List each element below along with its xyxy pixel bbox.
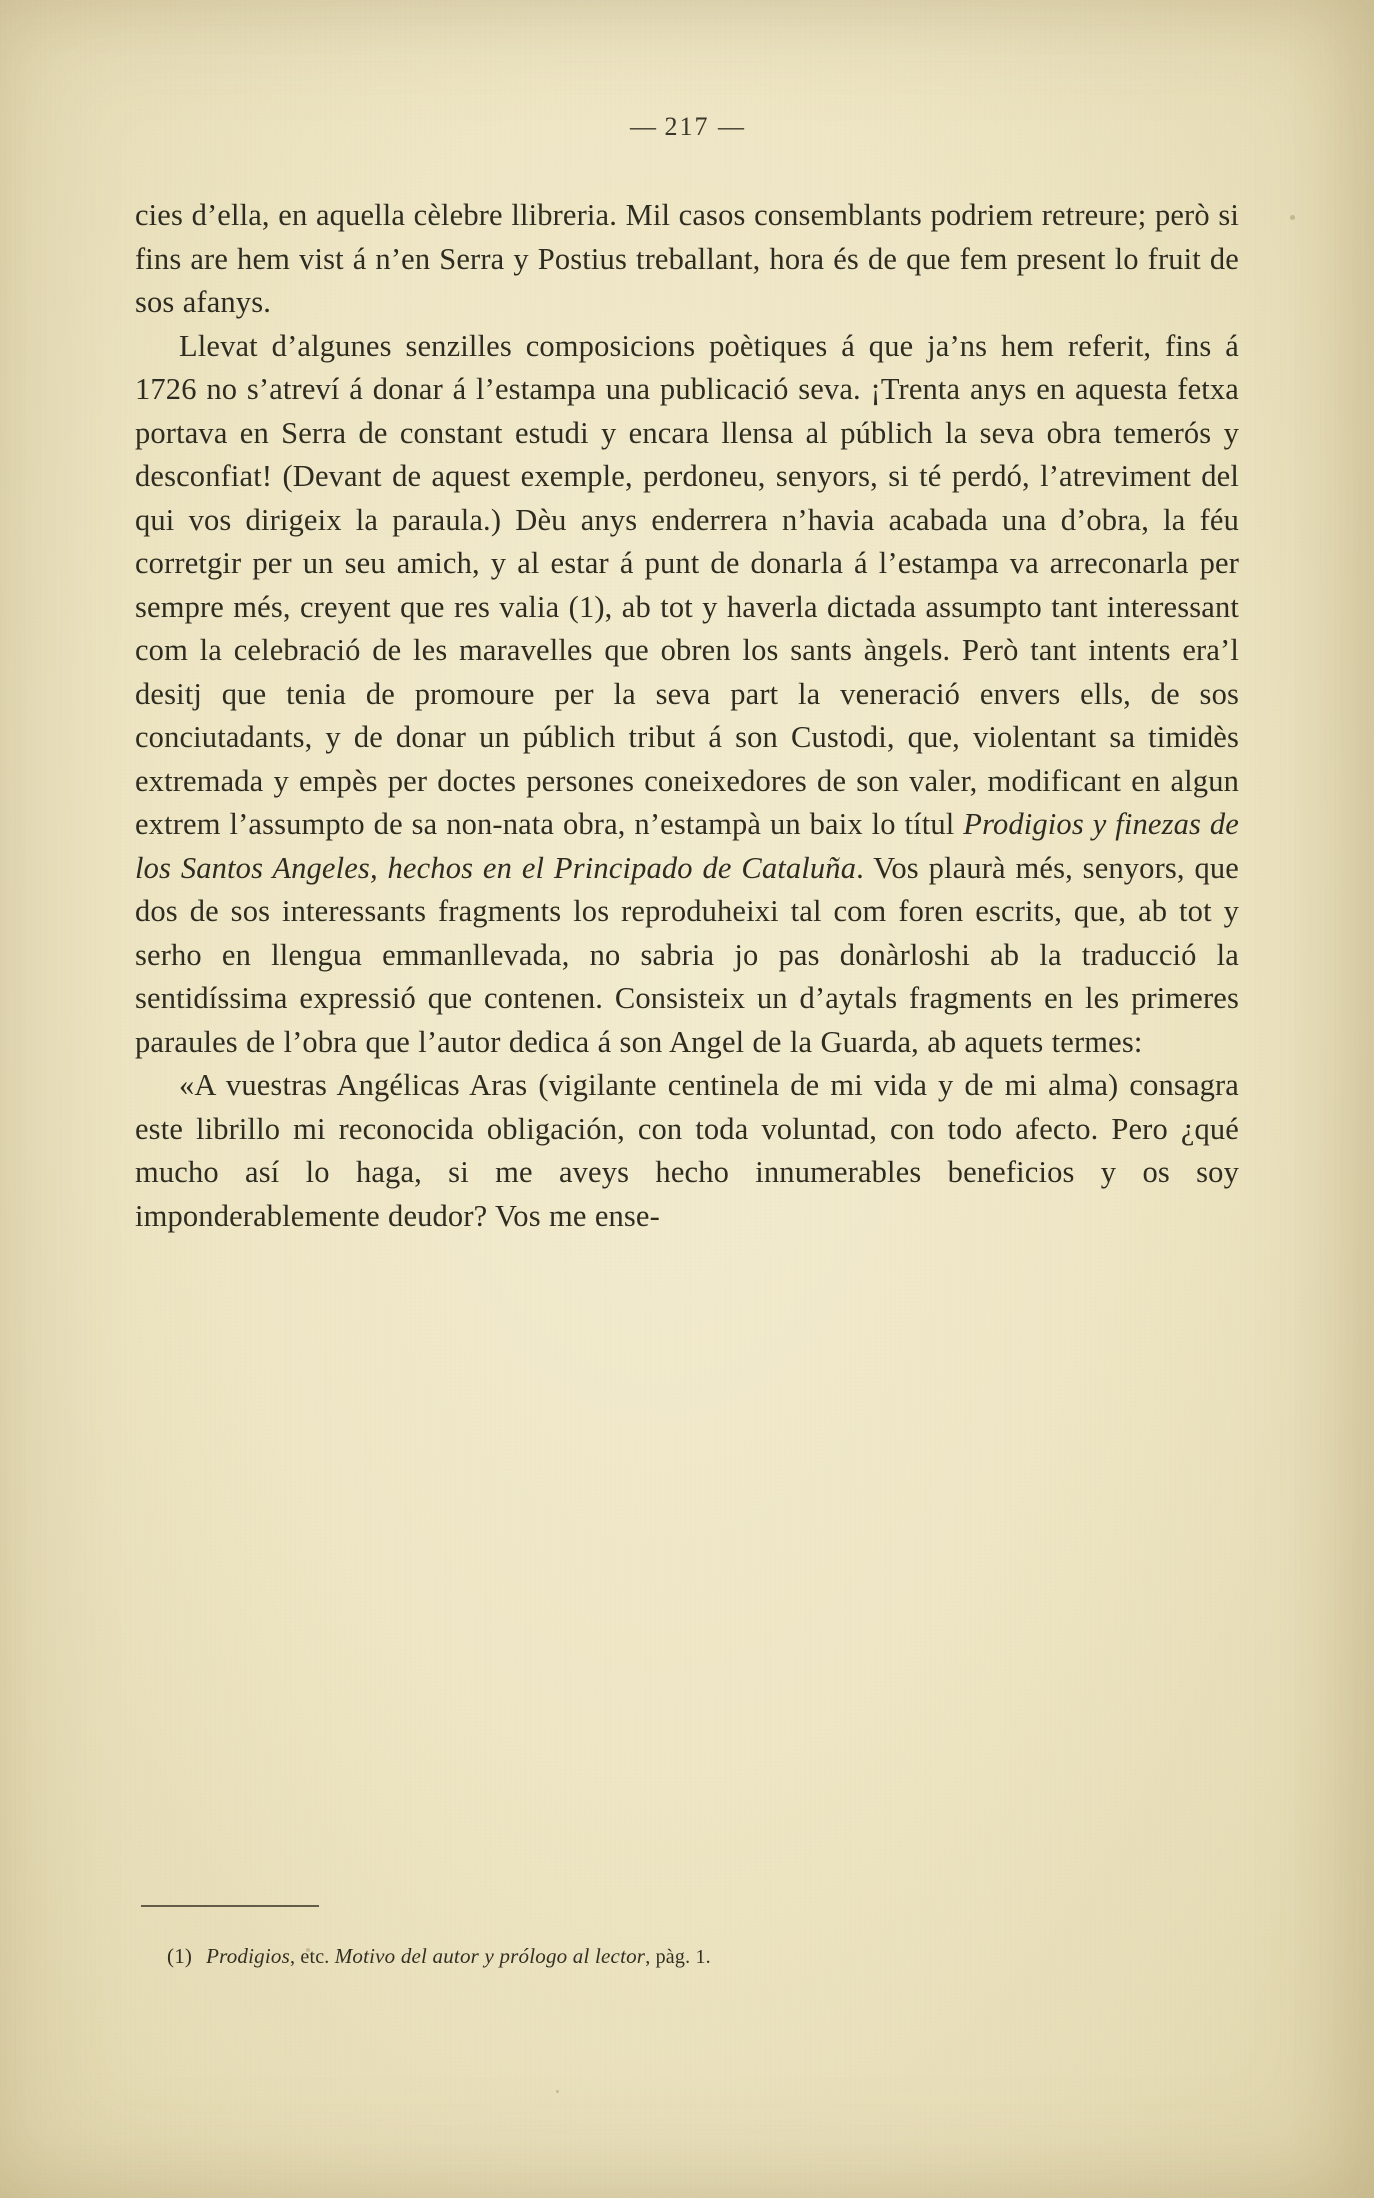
footnote-middle: , etc. (289, 1946, 335, 1968)
text-run: . Vos plaurà més, senyors, que dos de sos interessants fragments los reproduheixi tal com foren escrits, que, ab tot y serho en llengua emmanllevada, no sabria jo pas donàrloshi ab la traducció la sentidíssima expressió que contenen. Consisteix un d’aytals fragments en les primeres paraules de l’obra que l’autor dedica á son Angel de la Guarda, ab aquets termes: (135, 850, 1239, 1059)
italic-title-run: Prodigios y finezas de los Santos Angeles, hechos en el Principado de Cataluña (135, 807, 1239, 885)
folio-number: 217 (664, 112, 710, 141)
footnote-separator-rule (141, 1905, 319, 1907)
page-folio (135, 112, 1239, 142)
footnote-area (135, 1905, 1239, 1972)
body-paragraph (135, 194, 1239, 325)
footnote-subtitle: Motivo del autor y prólogo al lector (334, 1944, 646, 1968)
page-content (135, 0, 1239, 2198)
body-text-block (135, 194, 1239, 1238)
folio-dash-right: — (718, 112, 744, 141)
footnote-marker: (1) (167, 1944, 193, 1968)
body-paragraph (135, 1064, 1239, 1238)
text-run: Llevat d’algunes senzilles composicions poètiques á que ja’ns hem referit, fins á 1726 no s’atreví á donar á l’estampa una publicació seva. ¡Trenta anys en aquesta fetxa portava en Serra de constant estudi y encara llensa al públich la seva obra temerós y desconfiat! (Devant de aquest exemple, perdoneu, senyors, si té perdó, l’atreviment del qui vos dirigeix la paraula.) Dèu anys enderrera n’havia acabada una d’obra, la féu corretgir per un seu amich, y al estar á punt de donarla á l’estampa va arreconarla per sempre més, creyent que res valia (1), ab tot y haverla dictada assumpto tant interessant com la celebració de les maravelles que obren los sants àngels. Però tant intents era’l desitj que tenia de promoure per la seva part la veneració envers ells, de sos conciutadants, y de donar un públich tribut á son Custodi, que, violentant sa timidès extremada y empès per doctes persones coneixedores de son valer, modificant en algun extrem l’assumpto de sa non-nata obra, n’estampà un baix lo títul (135, 328, 1239, 841)
footnote-title: Prodigios (206, 1944, 290, 1968)
footnote-tail: , pàg. 1. (645, 1946, 711, 1968)
body-paragraph (135, 325, 1239, 1065)
folio-dash-left: — (630, 112, 656, 141)
text-run: «A vuestras Angélicas Aras (vigilante centinela de mi vida y de mi alma) consagra este librillo mi reconocida obligación, con toda voluntad, con todo afecto. Pero ¿qué mucho así lo haga, si me aveys hecho innumerables beneficios y os soy imponderablemente deudor? Vos me ense- (135, 1068, 1239, 1233)
footnote-text (167, 1941, 1239, 1972)
text-run: cies d’ella, en aquella cèlebre llibreria. Mil casos consemblants podriem retreure; però si fins are hem vist á n’en Serra y Postius treballant, hora és de que fem present lo fruit de sos afanys. (135, 198, 1239, 319)
